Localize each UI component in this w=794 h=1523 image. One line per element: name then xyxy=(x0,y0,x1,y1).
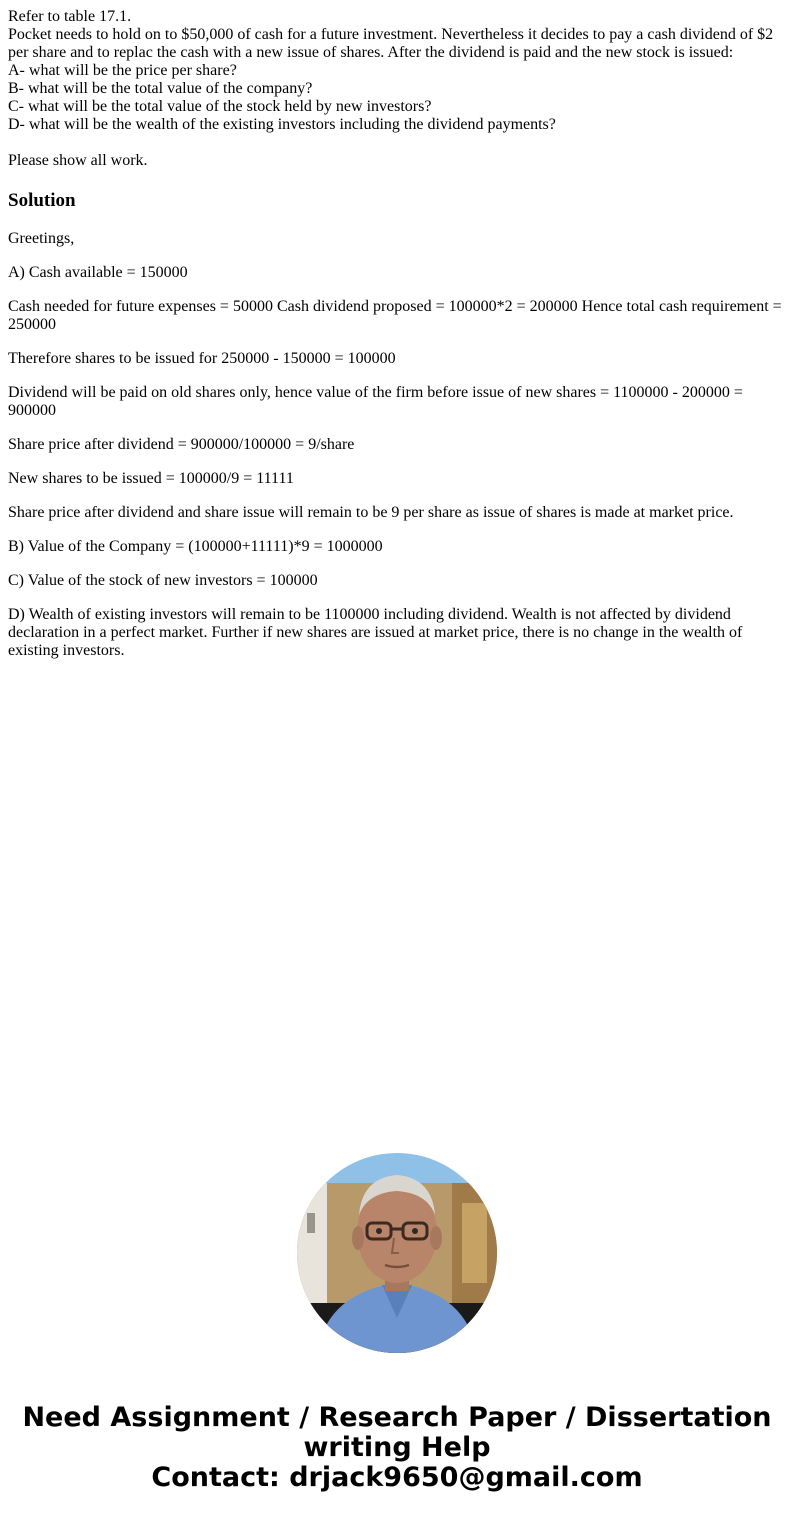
solution-paragraph: Share price after dividend = 900000/100000 = 9/share xyxy=(8,436,355,453)
solution-paragraph: B) Value of the Company = (100000+11111)*9 = 1000000 xyxy=(8,538,383,555)
question-reference: Refer to table 17.1. xyxy=(8,8,132,25)
author-portrait-image xyxy=(297,1153,497,1353)
contact-banner xyxy=(0,1403,794,1493)
question-instruction: Please show all work. xyxy=(8,152,148,169)
question-part-c: C- what will be the total value of the stock held by new investors? xyxy=(8,98,432,115)
document-body xyxy=(8,8,786,660)
banner-line-1: Need Assignment / Research Paper / Dissertation xyxy=(22,1402,772,1433)
solution-paragraph: A) Cash available = 150000 xyxy=(8,264,188,281)
question-block xyxy=(8,8,786,134)
solution-paragraph: New shares to be issued = 100000/9 = 11111 xyxy=(8,470,294,487)
banner-contact-email: Contact: drjack9650@gmail.com xyxy=(151,1462,643,1493)
question-part-b: B- what will be the total value of the company? xyxy=(8,80,313,97)
solution-paragraph: Greetings, xyxy=(8,230,75,247)
question-part-d: D- what will be the wealth of the existing investors including the dividend payments? xyxy=(8,116,556,133)
solution-paragraph: D) Wealth of existing investors will remain to be 1100000 including dividend. Wealth is not affected by dividend declaration in a perfect market. Further if new shares are issued at market price, there is no change in the wealth of existing investors. xyxy=(8,606,743,659)
solution-body xyxy=(8,230,786,660)
solution-heading: Solution xyxy=(8,190,76,211)
question-part-a: A- what will be the price per share? xyxy=(8,62,237,79)
banner-line-2: writing Help xyxy=(303,1432,491,1463)
solution-paragraph: C) Value of the stock of new investors = 100000 xyxy=(8,572,318,589)
solution-paragraph: Therefore shares to be issued for 250000 - 150000 = 100000 xyxy=(8,350,396,367)
solution-paragraph: Cash needed for future expenses = 50000 Cash dividend proposed = 100000*2 = 200000 Hence total cash requirement = 250000 xyxy=(8,298,782,333)
question-statement: Pocket needs to hold on to $50,000 of cash for a future investment. Nevertheless it decides to pay a cash dividend of $2 per share and to replac the cash with a new issue of shares. After the dividend is paid and the new stock is issued: xyxy=(8,26,774,61)
author-avatar xyxy=(297,1153,497,1353)
solution-paragraph: Dividend will be paid on old shares only, hence value of the firm before issue of new shares = 1100000 - 200000 = 900000 xyxy=(8,384,743,419)
solution-paragraph: Share price after dividend and share issue will remain to be 9 per share as issue of shares is made at market price. xyxy=(8,504,734,521)
